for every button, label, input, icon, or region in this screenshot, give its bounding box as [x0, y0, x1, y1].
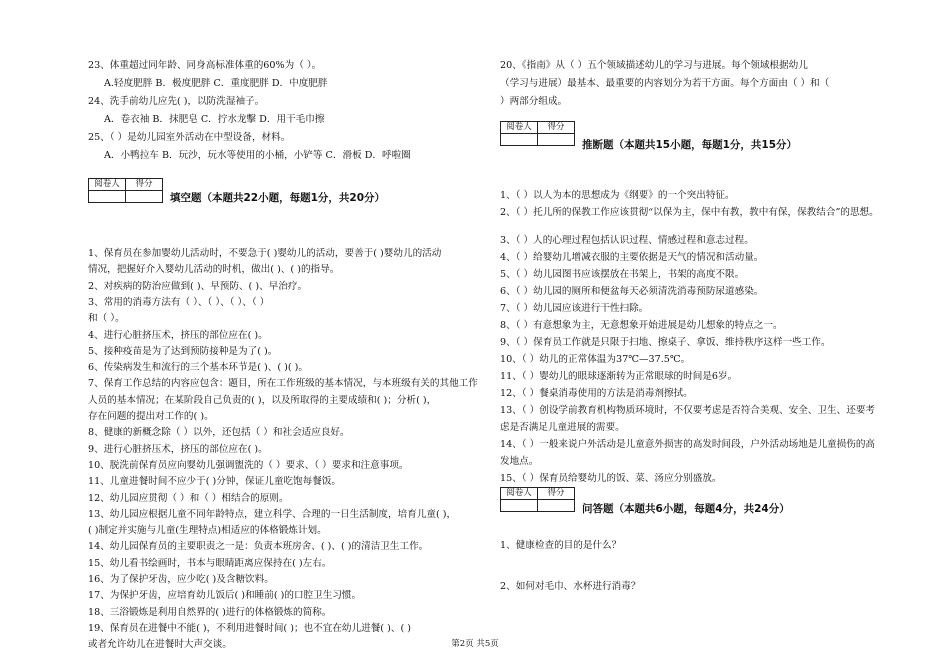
qa-question: 2、如何对毛巾、水杯进行消毒？: [500, 581, 641, 592]
score-label: 得分: [126, 179, 163, 191]
judge-line: 虑是否满足儿童进展的需要。: [500, 422, 625, 433]
fill-line: 18、三浴锻炼是利用自然界的( )进行的体格锻炼的简称。: [88, 606, 332, 618]
judge-line: 6、（ ）幼儿园的厕所和便盆每天必须清洗消毒预防尿道感染。: [500, 286, 764, 297]
fill-line: 15、幼儿看书绘画时，书本与眼睛距离应保持在( )左右。: [88, 557, 332, 569]
judge-line: 发地点。: [500, 456, 539, 467]
judge-line: 1、（ ）以人为本的思想成为《纲要》的一个突出特征。: [500, 190, 735, 201]
fill-line: 1、保育员在参加婴幼儿活动时，不要急于( )婴幼儿的活动，要善于( )婴幼儿的活动: [88, 248, 442, 259]
judge-line: 12、（ ）餐桌消毒使用的方法是消毒剂擦拭。: [500, 388, 693, 399]
judge-line: 11、（ ）婴幼儿的眼球逐渐转为正常眼球的时间是6岁。: [500, 371, 738, 382]
fill-line: 6、传染病发生和流行的三个基本环节是( )、( )( )。: [88, 362, 308, 374]
judge-line: 9、（ ）保育员工作就是只限于扫地、擦桌子、拿饭、维持秩序这样一些工作。: [500, 337, 831, 348]
fill-line: 3、常用的消毒方法有（ ）、（ ）、（ ）、（ ）: [88, 296, 270, 308]
fill-line: 情况，把握好介入婴幼儿活动的时机，做出( )、( )的指导。: [88, 264, 340, 276]
fill-line: 17、为保护牙齿，应培育幼儿饭后( )和睡前( )的口腔卫生习惯。: [88, 590, 362, 602]
score-cell: [538, 134, 575, 146]
judge-line: 2、（ ）托儿所的保教工作应该贯彻“以保为主，保中有教，教中有保，保教结合”的思想。: [500, 207, 879, 218]
fill-line: 存在问题的提出对工作的( )。: [88, 411, 214, 422]
question-25: 25、（ ）是幼儿园室外活动在中型设备，材料。: [88, 132, 291, 143]
grader-label: 阅卷人: [89, 179, 126, 191]
fill-line: 2、对疾病的防治应做到( )、早预防、( )、早治疗。: [88, 280, 308, 292]
score-cell: [538, 500, 575, 512]
score-box: [88, 178, 163, 203]
fill-line: 或者允许幼儿在进餐时大声交谈。: [88, 639, 232, 651]
score-box: [500, 121, 575, 146]
judge-line: 13、（ ）创设学前教育机构物质环境时，不仅要考虑是否符合美观、安全、卫生、还要考: [500, 405, 876, 416]
section-title-fill-in: 填空题（本题共22小题，每题1分，共20分）: [170, 192, 386, 204]
qa-question: 1、健康检查的目的是什么？: [500, 540, 622, 551]
fill-line: 和（ ）。: [88, 313, 125, 325]
question-20-line: ）两部分组成。: [500, 96, 568, 107]
judge-line: 14、（ ）一般来说户外活动是儿童意外损害的高发时间段，户外活动场地是儿童损伤的高: [500, 439, 876, 450]
grader-cell: [501, 500, 538, 512]
judge-line: 15、（ ）保育员给婴幼儿的饭、菜、汤应分别盛放。: [500, 473, 722, 484]
question-24-options: A．卷衣袖 B．抹肥皂 C．拧水龙擊 D．用干毛巾擦: [104, 114, 325, 125]
question-20-line: （学习与进展）最基本、最重要的内容划分为若干方面。每个方面由（ ）和（: [500, 78, 830, 89]
fill-line: 19、保育员在进餐中不能( )，不利用进餐时间( )；也不宜在幼儿进餐( )、( ): [88, 622, 411, 634]
section-title-qa: 问答题（本题共6小题，每题4分，共24分）: [582, 503, 790, 515]
judge-line: 5、（ ）幼儿园图书应该摆放在书架上，书架的高度不限。: [500, 269, 745, 280]
section-title-judge: 推断题（本题共15小题，每题1分，共15分）: [582, 139, 798, 151]
judge-line: 4、（ ）给婴幼儿增减衣服的主要依据是天气的情况和活动量。: [500, 252, 764, 263]
fill-line: 11、儿童进餐时间不应少于( )分钟，保证儿童吃饱每餐饭。: [88, 476, 341, 488]
fill-line: 8、健康的新概念除（ ）以外，还包括（ ）和社会适应良好。: [88, 427, 350, 439]
grader-label: 阅卷人: [501, 122, 538, 134]
score-label: 得分: [538, 488, 575, 500]
fill-line: 9、进行心脏挤压术，挤压的部位应在( )。: [88, 443, 268, 455]
question-23: 23、体重超过同年龄、同身高标准体重的60%为（ ）。: [88, 60, 322, 71]
score-cell: [126, 191, 163, 203]
score-box: [500, 487, 575, 512]
question-23-options: A.轻度肥胖 B．极度肥胖 C．重度肥胖 D．中度肥胖: [104, 78, 328, 89]
fill-line: 16、为了保护牙齿，应少吃( )及含糖饮料。: [88, 574, 274, 585]
fill-line: ( )制定并实施与儿童(生理特点)相适应的体格锻炼计划。: [88, 525, 327, 537]
question-20-line: 20、《指南》从（ ）五个领域描述幼儿的学习与进展。每个领域根据幼儿: [500, 60, 808, 71]
fill-line: 12、幼儿园应贯彻（ ）和（ ）相结合的原则。: [88, 492, 289, 504]
grader-label: 阅卷人: [501, 488, 538, 500]
fill-line: 10、脱洗前保育员应向婴幼儿强调盥洗的（ ）要求、（ ）要求和注意事项。: [88, 459, 409, 471]
judge-line: 8、（ ）有意想象为主，无意想象开始进展是幼儿想象的特点之一。: [500, 320, 783, 331]
fill-line: 4、进行心脏挤压术，挤压的部位应在( )。: [88, 329, 268, 341]
grader-cell: [501, 134, 538, 146]
page-footer: 第2页 共5页: [451, 639, 499, 649]
judge-line: 10、（ ）幼儿的正常体温为37℃—37.5℃。: [500, 354, 691, 365]
question-24: 24、洗手前幼儿应先( )，以防洗湿袖子。: [88, 96, 265, 107]
fill-line: 人员的基本情况；在某阶段自己负责的( )，以及所取得的主要成绩和( )；分析( )，: [88, 394, 437, 406]
question-25-options: A．小鸭拉车 B．玩沙，玩水等使用的小桶，小铲等 C．滑板 D．呼啦圈: [104, 150, 411, 161]
judge-line: 7、（ ）幼儿园应该进行干性扫除。: [500, 303, 649, 314]
judge-line: 3、（ ）人的心理过程包括认识过程、情感过程和意志过程。: [500, 235, 754, 246]
fill-line: 7、保育工作总结的内容应包含：题目，所在工作班级的基本情况，与本班级有关的其他工作: [88, 378, 478, 390]
fill-line: 13、幼儿园应根据儿童不同年龄特点，建立科学、合理的一日生活制度，培育儿童( )，: [88, 508, 457, 520]
score-label: 得分: [538, 122, 575, 134]
grader-cell: [89, 191, 126, 203]
fill-line: 14、幼儿园保育员的主要职责之一是：负责本班房舍、( )、( )的清洁卫生工作。: [88, 541, 429, 553]
fill-line: 5、接种疫苗是为了达到预防接种是为了( )。: [88, 345, 278, 357]
